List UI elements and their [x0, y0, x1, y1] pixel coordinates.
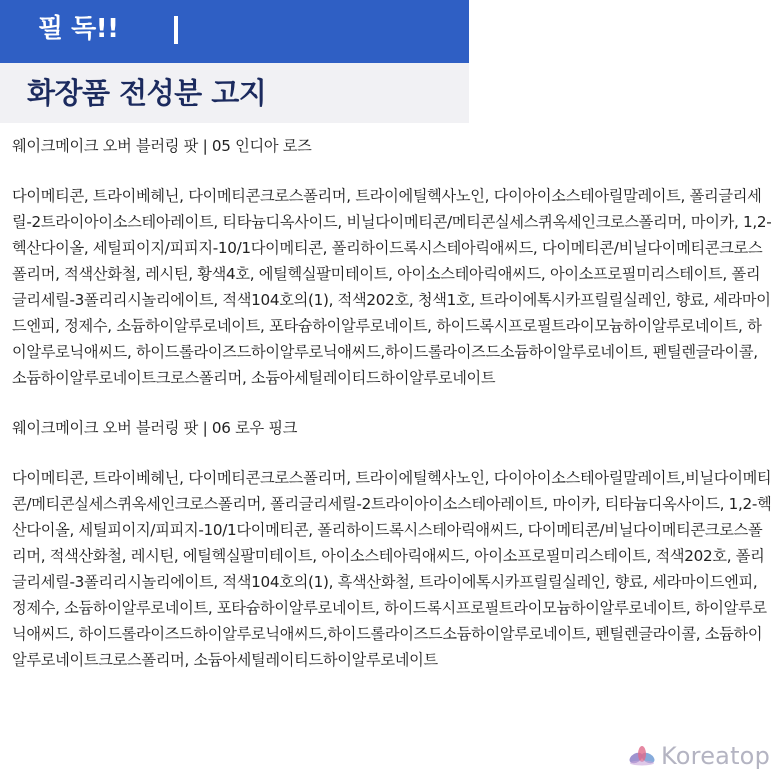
ingredient-list-content [12, 133, 772, 673]
section-spacer [12, 391, 772, 415]
notice-header-band [0, 0, 469, 63]
product-name: 웨이크메이크 오버 블러링 팟 | 06 로우 핑크 [12, 419, 298, 437]
lotus-logo-icon [627, 744, 657, 768]
ingredient-notice-banner [0, 63, 469, 123]
product-ingredients: 다이메티콘, 트라이베헤닌, 다이메티콘크로스폴리머, 트라이에틸헥사노인, 다이아이소스테아릴말레이트, 폴리글리세릴-2트라이아이소스테아레이트, 티타늄디옥사이드, 비닐다이메티콘/메티콘실세스퀴옥세인크로스폴리머, 마이카, 1,2-헥산다이올, 세틸피이지/피피지-10/1다이메티콘, 폴리하이드록시스테아릭애씨드, 다이메티콘/비닐다이메티콘크로스폴리머, 적색산화철, 레시틴, 황색4호, 에틸헥실팔미테이트, 아이소스테아릭애씨드, 아이소프로필미리스테이트, 폴리글리세릴-3폴리리시놀리에이트, 적색104호의(1), 적색202호, 청색1호, 트라이에톡시카프릴릴실레인, 향료, 세라마이드엔피, 정제수, 소듐하이알루로네이트, 포타슘하이알루로네이트, 하이드록시프로필트라이모늄하이알루로네이트, 하이알루로닉애씨드, 하이드롤라이즈드하이알루로닉애씨드,하이드롤라이즈드소듐하이알루로네이트, 펜틸렌글라이콜, 소듐하이알루로네이트크로스폴리머, 소듐아세틸레이티드하이알루로네이트 [12, 187, 772, 387]
product-name: 웨이크메이크 오버 블러링 팟 | 05 인디아 로즈 [12, 137, 312, 155]
product-ingredients: 다이메티콘, 트라이베헤닌, 다이메티콘크로스폴리머, 트라이에틸헥사노인, 다이아이소스테아릴말레이트,비닐다이메티콘/메티콘실세스퀴옥세인크로스폴리머, 폴리글리세릴-2트라이아이소스테아레이트, 마이카, 티타늄디옥사이드, 1,2-헥산다이올, 세틸피이지/피피지-10/1다이메티콘, 폴리하이드록시스테아릭애씨드, 다이메티콘/비닐다이메티콘크로스폴리머, 적색산화철, 레시틴, 에틸헥실팔미테이트, 아이소스테아릭애씨드, 아이소프로필미리스테이트, 적색202호, 폴리글리세릴-3폴리리시놀리에이트, 적색104호의(1), 흑색산화철, 트라이에톡시카프릴릴실레인, 향료, 세라마이드엔피, 정제수, 소듐하이알루로네이트, 포타슘하이알루로네이트, 하이드록시프로필트라이모늄하이알루로네이트, 하이알루로닉애씨드, 하이드롤라이즈드하이알루로닉애씨드,하이드롤라이즈드소듐하이알루로네이트, 펜틸렌글라이콜, 소듐하이알루로네이트크로스폴리머, 소듐아세틸레이티드하이알루로네이트 [12, 469, 772, 669]
koreatop-watermark [627, 742, 770, 770]
header-divider [174, 16, 178, 44]
notice-header-title: 필 독!! [38, 14, 119, 44]
watermark-text: Koreatop [661, 742, 770, 770]
ingredient-notice-title: 화장품 전성분 고지 [27, 76, 267, 110]
